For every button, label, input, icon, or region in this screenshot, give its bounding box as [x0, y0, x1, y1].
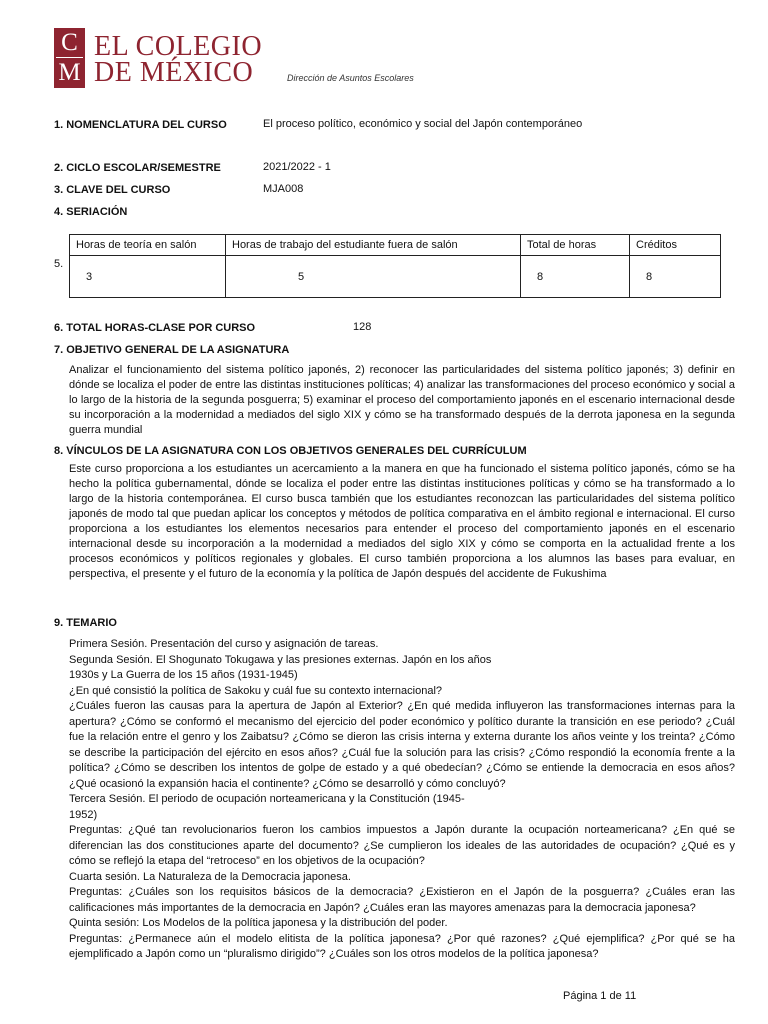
syllabus-line: Tercera Sesión. El periodo de ocupación norteamericana y la Constitución (1945-: [69, 793, 465, 805]
theory-hours-value: 3: [70, 256, 226, 298]
syllabus-line: ¿Cuáles fueron las causas para la apertura de Japón al Exterior? ¿En qué medida influyeron las transformaciones internas para la apertura? ¿Cómo se conformó el mecanismo del ejercicio del poder económico y político durante la transición en ese periodo? ¿Cuál fue la relación entre el genro y los Zaibatsu? ¿Cómo se dieron las crisis interna y externa durante los años veinte y los treinta? ¿Cómo se describe la participación del ejército en esos años? ¿Cuál fue la solución para las crisis? ¿Cómo respondió la economía frente a la política? ¿Cómo se describen los intentos de golpe de estado y a qué obedecían? ¿Cómo se entiende la democracia en esos años? ¿Qué ocasionó la expansión hacia el continente? ¿Cómo se desarrolló y cómo concluyó?: [69, 700, 735, 790]
hours-table-header-row: [70, 235, 721, 256]
syllabus-line: 1952): [69, 808, 98, 821]
syllabus-line: Quinta sesión: Los Modelos de la política japonesa y la distribución del poder.: [69, 917, 448, 929]
section-8-title: 8. VÍNCULOS DE LA ASIGNATURA CON LOS OBJETIVOS GENERALES DEL CURRÍCULUM: [54, 445, 527, 457]
logo-text-line1: EL COLEGIO: [94, 31, 263, 62]
field-3-label: 3. CLAVE DEL CURSO: [54, 184, 171, 196]
logo-text-line2: DE MÉXICO: [94, 57, 254, 88]
student-hours-value: 5: [226, 256, 521, 298]
hours-table-value-row: [70, 256, 721, 298]
college-logo: [54, 28, 270, 88]
page-number: Página 1 de 11: [563, 990, 637, 1002]
syllabus-line: Preguntas: ¿Permanece aún el modelo elitista de la política japonesa? ¿Por qué razones? ¿Qué ejemplifica? ¿Por qué se ha ejemplificado a Japón como un “pluralismo dirigido”? ¿Cuáles son los otros modelos de la política japonesa?: [69, 932, 735, 960]
course-name-value: El proceso político, económico y social del Japón contemporáneo: [263, 118, 583, 130]
field-4-label: 4. SERIACIÓN: [54, 206, 128, 218]
syllabus-line: Preguntas: ¿Cuáles son los requisitos básicos de la democracia? ¿Existieron en el Japón de la posguerra? ¿Cuáles eran las calificaciones más importantes de la democracia en Japón? ¿Cuáles eran las mayores amenazas para la democracia japonesa?: [69, 886, 735, 914]
school-cycle-value: 2021/2022 - 1: [263, 161, 331, 173]
field-1-label: 1. NOMENCLATURA DEL CURSO: [54, 119, 227, 131]
section-7-title: 7. OBJETIVO GENERAL DE LA ASIGNATURA: [54, 344, 290, 356]
syllabus-line: Preguntas: ¿Qué tan revolucionarios fueron los cambios impuestos a Japón durante la ocupación norteamericana? ¿En qué se diferencian las dos constituciones aparte del documento? ¿Se cumplieron los ideales de las autoridades de ocupación? ¿Qué es y cómo se reflejó la etapa del “retroceso” en los objetivos de la ocupación?: [69, 824, 735, 867]
syllabus-line: 1930s y La Guerra de los 15 años (1931-1945): [69, 669, 298, 681]
section-7-body: Analizar el funcionamiento del sistema político japonés, 2) reconocer las particularidades del sistema político japonés; 3) definir en dónde se localiza el poder de entre las distintas instituciones políticas; 4) analizar las transformaciones del proceso económico y social a lo largo de la historia de la segunda posguerra; 5) examinar el proceso del comportamiento japonés en el escenario internacional desde su incorporación a la modernidad a mediados del siglo XIX y cómo se ha transformado después de la derrota japonesa en la segunda guerra mundial: [69, 364, 735, 436]
logo-emblem: [54, 28, 85, 88]
field-2-label: 2. CICLO ESCOLAR/SEMESTRE: [54, 162, 221, 174]
field-5-label: 5.: [54, 258, 64, 270]
department-name: Dirección de Asuntos Escolares: [287, 73, 414, 83]
header-total-hours: Total de horas: [521, 235, 630, 256]
section-9-title: 9. TEMARIO: [54, 617, 117, 629]
section-8-body: Este curso proporciona a los estudiantes un acercamiento a la manera en que ha funcionado el sistema político japonés, cómo se ha hecho la política gubernamental, dónde se localiza el poder entre las distintas instituciones políticas y cómo se ha transformado a lo largo de la historia contemporánea. El curso busca también que los estudiantes reconozcan las particularidades del sistema político japonés de modo tal que puedan aplicar los conceptos y métodos de política comparativa en el ámbito regional e internacional. El curso proporciona a los estudiantes los elementos necesarios para entender el proceso del comportamiento japonés en el escenario internacional desde su incorporación a la modernidad a mediados del siglo XIX y cómo se comporta en la actualidad frente a los procesos económicos y políticos regionales y globales. El curso también proporciona a los alumnos las bases para evaluar, en perspectiva, el presente y el futuro de la economía y la política de Japón después del accidente de Fukushima: [69, 463, 735, 580]
logo-letter-c: C: [61, 29, 78, 56]
header-student-hours: Horas de trabajo del estudiante fuera de salón: [226, 235, 521, 256]
syllabus-line: Segunda Sesión. El Shogunato Tokugawa y las presiones externas. Japón en los años: [69, 653, 492, 666]
header-theory-hours: Horas de teoría en salón: [70, 235, 226, 256]
logo-letter-m: M: [58, 59, 81, 86]
syllabus-content: [69, 637, 735, 963]
hours-table: [69, 234, 721, 298]
total-hours-value: 8: [521, 256, 630, 298]
credits-value: 8: [630, 256, 721, 298]
syllabus-line: ¿En qué consistió la política de Sakoku y cuál fue su contexto internacional?: [69, 684, 443, 697]
syllabus-line: Primera Sesión. Presentación del curso y asignación de tareas.: [69, 638, 379, 650]
course-code-value: MJA008: [263, 183, 304, 195]
field-6-label: 6. TOTAL HORAS-CLASE POR CURSO: [54, 322, 256, 334]
total-class-hours-value: 128: [353, 321, 372, 333]
header-credits: Créditos: [630, 235, 721, 256]
syllabus-line: Cuarta sesión. La Naturaleza de la Democracia japonesa.: [69, 870, 351, 883]
